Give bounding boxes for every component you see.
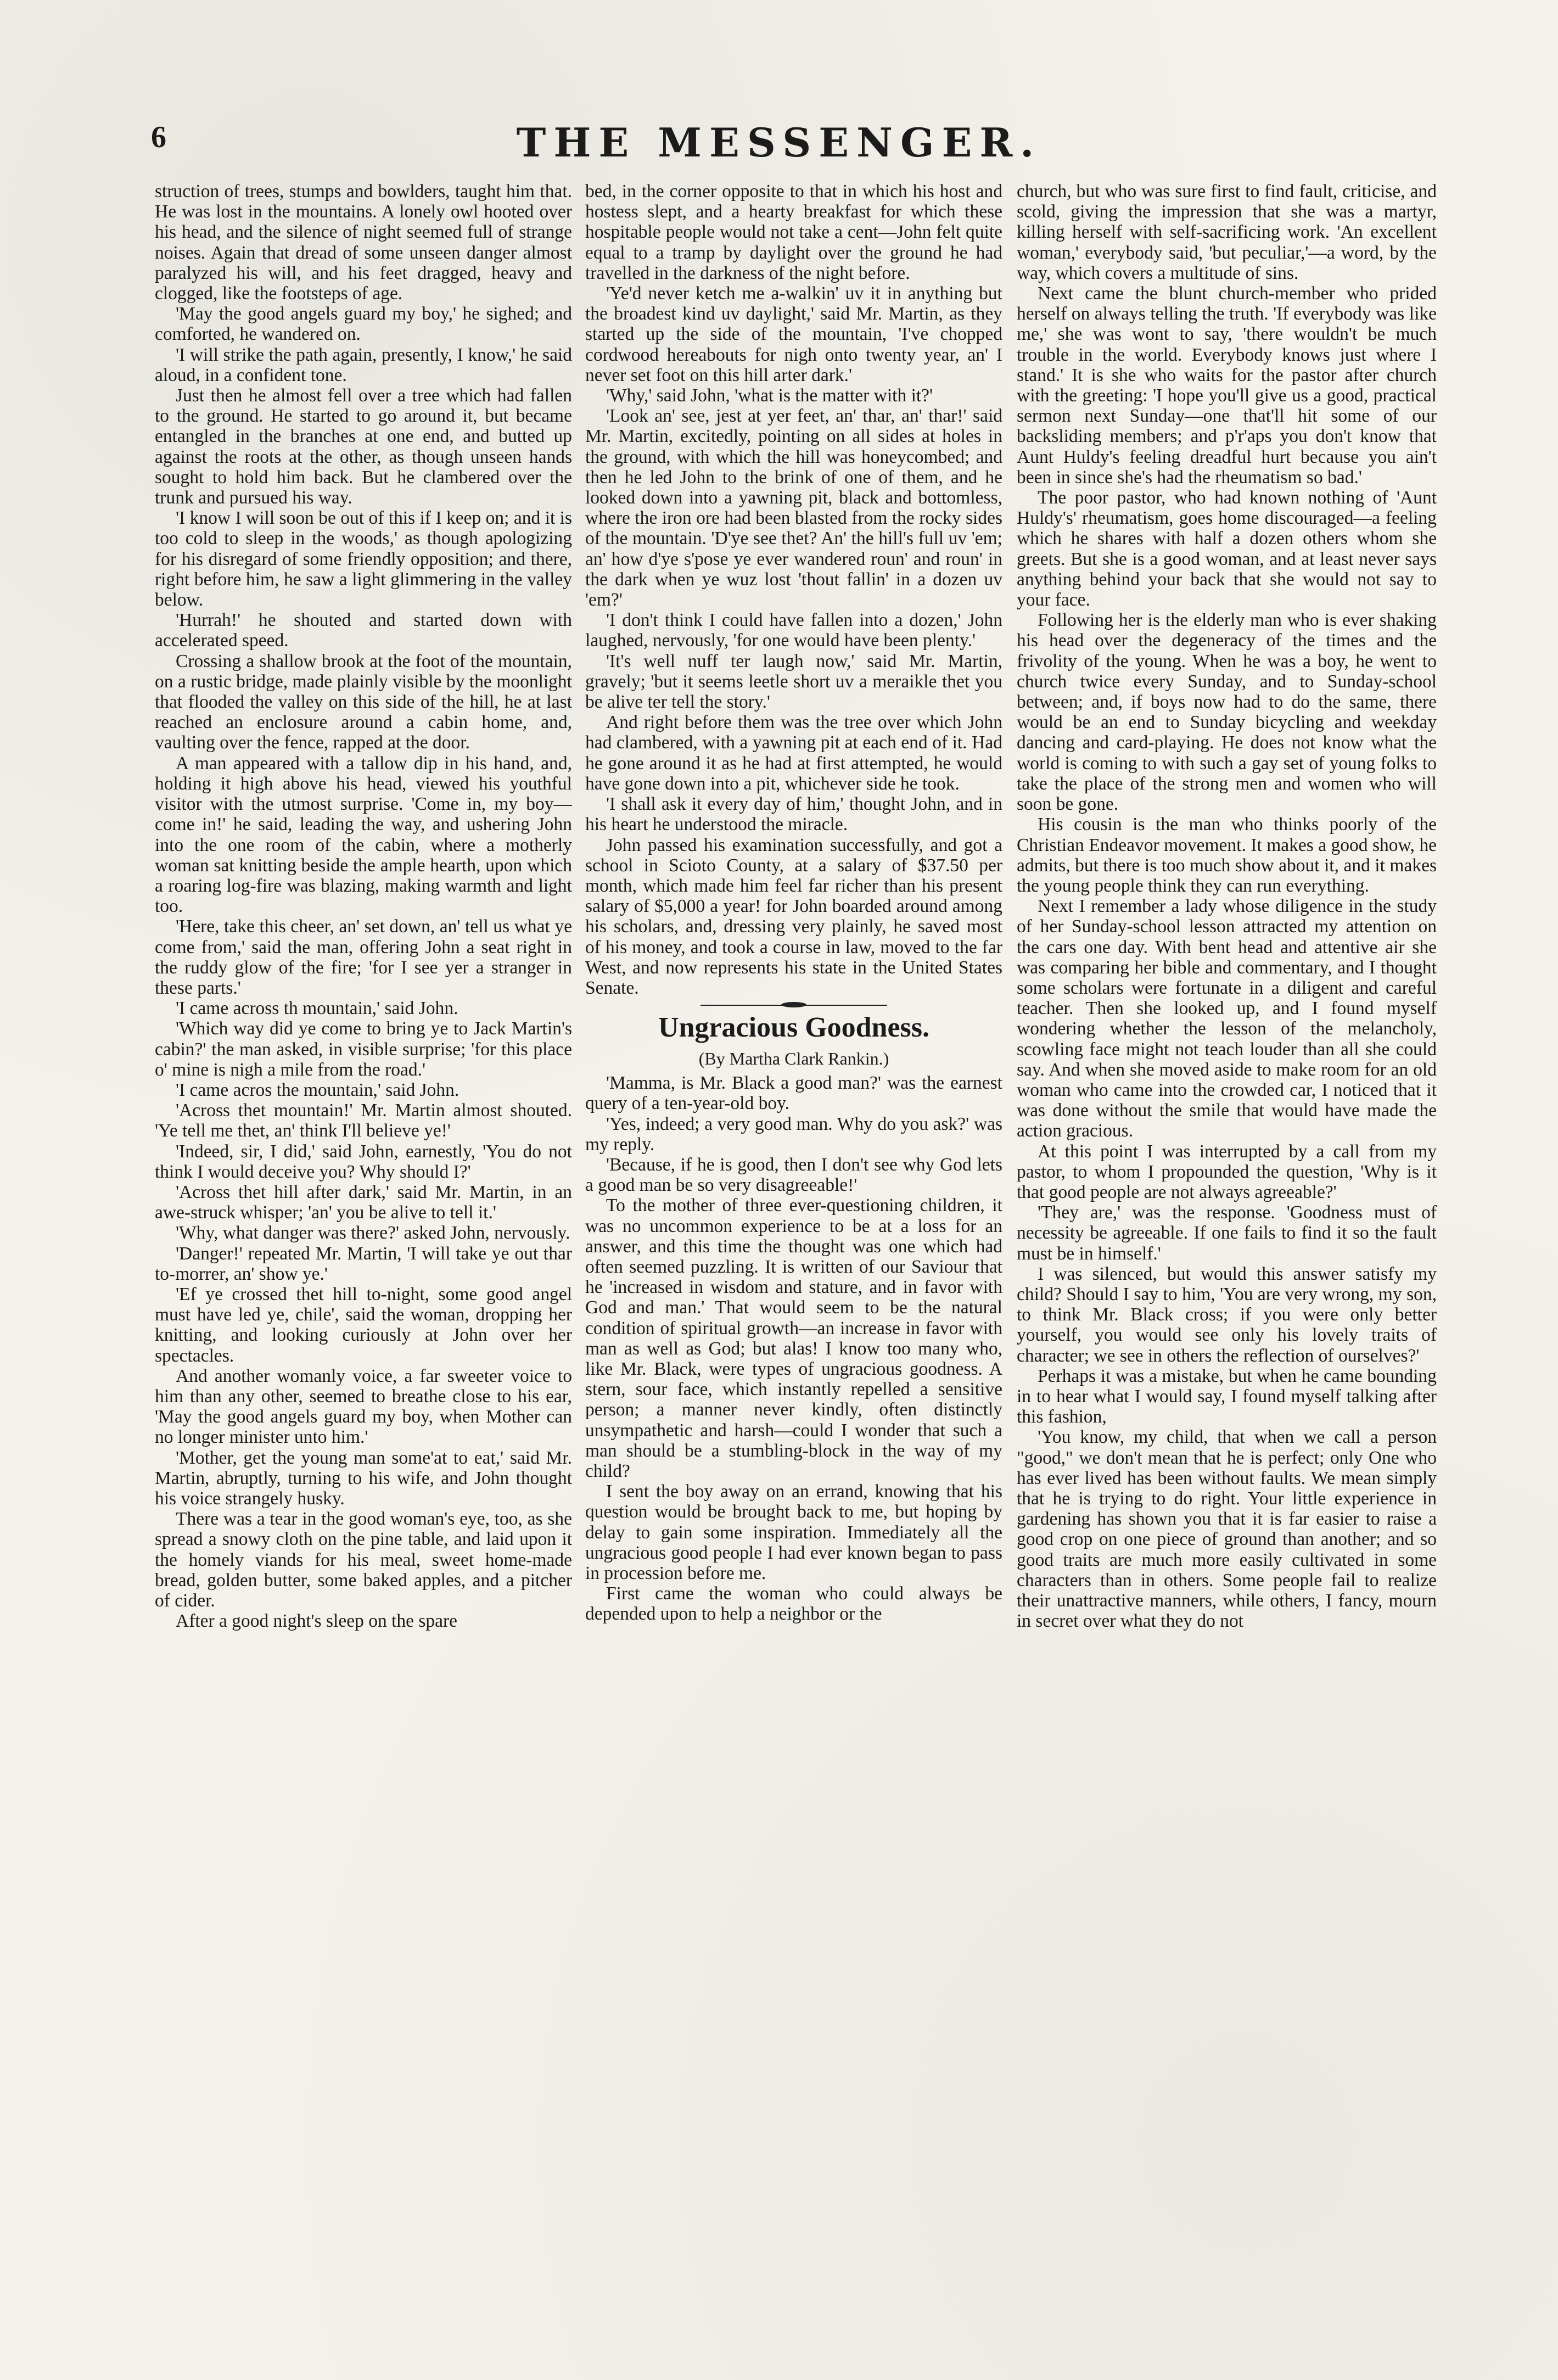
masthead-title: THE MESSENGER. [516, 119, 1042, 166]
paragraph: Next came the blunt church-member who prided herself on always telling the truth. 'If everybody was like me,' she was wont to say, 'there wouldn't be much trouble in the world. Everybody knows just where I stand.' It is she who waits for the pastor after church with the greeting: 'I hope you'll give us a good, practical sermon next Sunday—one that'll hit some of our backsliding members; and p'r'aps you don't know that Aunt Huldy's feeling dreadful hurt because you ain't been in since she's had the rheumatism so bad.' [1017, 283, 1437, 488]
paragraph: 'Danger!' repeated Mr. Martin, 'I will take ye out thar to-morrer, an' show ye.' [155, 1243, 572, 1284]
paragraph: 'Look an' see, jest at yer feet, an' thar, an' thar!' said Mr. Martin, excitedly, pointing on all sides at holes in the ground, with which the hill was honeycombed; and then he led John to the brink of one of them, and he looked down into a yawning pit, black and bottomless, where the iron ore had been blasted from the rocky sides of the mountain. 'D'ye see thet? An' the hill's full uv 'em; an' how d'ye s'pose ye ever wandered roun' and roun' in the dark when ye wuz lost 'thout fallin' in a dozen uv 'em?' [585, 406, 1002, 611]
paragraph: 'I will strike the path again, presently, I know,' he said aloud, in a confident tone. [155, 344, 572, 385]
paragraph: 'I came across th mountain,' said John. [176, 998, 458, 1019]
paragraph: To the mother of three ever-questioning children, it was no uncommon experience to be at a loss for an answer, and this time the thought was one which had often seemed puzzling. It is written of our Saviour that he 'increased in wisdom and stature, and in favor with God and man.' That would seem to be the natural condition of spiritual growth—an increase in favor with man as well as God; but alas! I know too many who, like Mr. Black, were types of ungracious goodness. A stern, sour face, which instantly repelled a sensitive person; a manner never kindly, often distinctly unsympathetic and harsh—could I wonder that such a man should be a stumbling-block in the way of my child? [585, 1195, 1002, 1481]
paragraph: I was silenced, but would this answer satisfy my child? Should I say to him, 'You are very wrong, my son, to think Mr. Black cross; if you were only better yourself, you would see only his lovely traits of character; we see in others the reflection of ourselves?' [1017, 1263, 1437, 1366]
paragraph: church, but who was sure first to find fault, criticise, and scold, giving the impression that she was a martyr, killing herself with self-sacrificing work. 'An excellent woman,' everybody said, 'but peculiar,'—a word, by the way, which covers a multitude of sins. [1017, 181, 1437, 283]
paragraph: First came the woman who could always be depended upon to help a neighbor or the [585, 1583, 1002, 1625]
paragraph: Following her is the elderly man who is ever shaking his head over the degeneracy of the times and the frivolity of the young. When he was a boy, he went to church twice every Sunday, and to Sunday-school between; and, if boys now had to do the same, there would be an end to Sunday bicycling and weekday dancing and card-playing. He does not know what the world is coming to with such a gay set of young folks to take the place of the strong men and women who will soon be gone. [1017, 610, 1437, 815]
paragraph: 'I came acros the mountain,' said John. [176, 1079, 459, 1100]
paragraph: 'You know, my child, that when we call a person "good," we don't mean that he is perfect; only One who has ever lived has been without faults. We mean simply that he is trying to do right. Your little experience in gardening has shown you that it is far easier to raise a good crop on one piece of ground than another; and so good traits are much more easily cultivated in some characters than in others. Some people fail to realize their unattractive manners, while others, I fancy, mourn in secret over what they do not [1017, 1427, 1437, 1632]
paragraph: 'Which way did ye come to bring ye to Jack Martin's cabin?' the man asked, in visible surprise; 'for this place o' mine is nigh a mile from the road.' [155, 1018, 572, 1080]
paragraph: 'It's well nuff ter laugh now,' said Mr. Martin, gravely; 'but it seems leetle short uv a meraikle thet you be alive ter tell the story.' [585, 651, 1002, 713]
paragraph: struction of trees, stumps and bowlders, taught him that. He was lost in the mountains. A lonely owl hooted over his head, and the silence of night seemed full of strange noises. Again that dread of some unseen danger almost paralyzed his will, and his feet dragged, heavy and clogged, like the footsteps of age. [155, 181, 572, 304]
paragraph: 'Indeed, sir, I did,' said John, earnestly, 'You do not think I would deceive you? Why should I?' [155, 1141, 572, 1182]
article-byline: (By Martha Clark Rankin.) [698, 1049, 889, 1069]
paragraph: 'They are,' was the response. 'Goodness must of necessity be agreeable. If one fails to find it so the fault must be in himself.' [1017, 1202, 1437, 1264]
column-1 [155, 181, 572, 2355]
paragraph: 'Mother, get the young man some'at to eat,' said Mr. Martin, abruptly, turning to his wife, and John thought his voice strangely husky. [155, 1447, 572, 1509]
paragraph: His cousin is the man who thinks poorly of the Christian Endeavor movement. It makes a good show, he admits, but there is too much show about it, and it makes the young people think they can run everything. [1017, 814, 1437, 896]
paragraph: 'Why,' said John, 'what is the matter with it?' [606, 385, 933, 406]
paragraph: 'Across thet hill after dark,' said Mr. Martin, in an awe-struck whisper; 'an' you be alive to tell it.' [155, 1181, 572, 1223]
article-title: Ungracious Goodness. [658, 1012, 930, 1044]
paragraph: Just then he almost fell over a tree which had fallen to the ground. He started to go around it, but became entangled in the branches at one end, and butted up against the roots at the other, as though unseen hands sought to hold him back. But he clambered over the trunk and pursued his way. [155, 385, 572, 508]
paragraph: 'I know I will soon be out of this if I keep on; and it is too cold to sleep in the woods,' as though apologizing for his disregard of some friendly opposition; and there, right before him, he saw a light glimmering in the valley below. [155, 508, 572, 611]
paragraph: 'May the good angels guard my boy,' he sighed; and comforted, he wandered on. [155, 304, 572, 345]
paragraph: 'I don't think I could have fallen into a dozen,' John laughed, nervously, 'for one would have been plenty.' [585, 610, 1002, 651]
paragraph: After a good night's sleep on the spare [176, 1611, 458, 1632]
column-3 [1017, 181, 1437, 2355]
column-2 [585, 181, 1002, 2355]
page-number: 6 [151, 120, 166, 154]
paragraph: A man appeared with a tallow dip in his hand, and, holding it high above his head, viewed his youthful visitor with the utmost surprise. 'Come in, my boy—come in!' he said, leading the way, and ushering John into the one room of the cabin, where a motherly woman sat knitting beside the ample hearth, upon which a roaring log-fire was blazing, making warmth and light too. [155, 753, 572, 917]
paragraph: At this point I was interrupted by a call from my pastor, to whom I propounded the question, 'Why is it that good people are not always agreeable?' [1017, 1141, 1437, 1202]
paragraph: 'Because, if he is good, then I don't see why God lets a good man be so very disagreeable!' [585, 1154, 1002, 1196]
paragraph: 'I shall ask it every day of him,' thought John, and in his heart he understood the miracle. [585, 794, 1002, 835]
paragraph: The poor pastor, who had known nothing of 'Aunt Huldy's' rheumatism, goes home discouraged—a feeling which he shares with half a dozen others whom she greets. But she is a good woman, and at least never says anything behind your back that she would not say to your face. [1017, 488, 1437, 611]
paragraph: And another womanly voice, a far sweeter voice to him than any other, seemed to breathe close to his ear, 'May the good angels guard my boy, when Mother can no longer minister unto him.' [155, 1365, 572, 1448]
paragraph: John passed his examination successfully, and got a school in Scioto County, at a salary of $37.50 per month, which made him feel far richer than his present salary of $5,000 a year! for John boarded around among his scholars, and, dressing very plainly, he saved most of his money, and took a course in law, moved to the far West, and now represents his state in the United States Senate. [585, 835, 1002, 998]
paragraph: bed, in the corner opposite to that in which his host and hostess slept, and a hearty breakfast for which these hospitable people would not take a cent—John felt quite equal to a tramp by daylight over the ground he had travelled in the darkness of the night before. [585, 181, 1002, 283]
paragraph: 'Yes, indeed; a very good man. Why do you ask?' was my reply. [585, 1113, 1002, 1155]
paragraph: 'Hurrah!' he shouted and started down with accelerated speed. [155, 610, 572, 651]
paragraph: There was a tear in the good woman's eye, too, as she spread a snowy cloth on the pine table, and laid upon it the homely viands for his meal, sweet home-made bread, golden butter, some baked apples, and a pitcher of cider. [155, 1509, 572, 1611]
paragraph: 'Mamma, is Mr. Black a good man?' was the earnest query of a ten-year-old boy. [585, 1073, 1002, 1114]
article-divider [585, 1001, 1002, 1009]
paragraph: 'Why, what danger was there?' asked John, nervously. [176, 1223, 570, 1244]
paragraph: Next I remember a lady whose diligence in the study of her Sunday-school lesson attracted my attention on the cars one day. With bent head and attentive air she was comparing her bible and commentary, and I thought some scholars were fortunate in a diligent and careful teacher. Then she looked up, and I found myself wondering whether the lesson of the melancholy, scowling face might not teach louder than all she could say. And when she moved aside to make room for an old woman who came into the crowded car, I noticed that it was done without the smile that would have made the action gracious. [1017, 896, 1437, 1141]
paragraph: 'Ef ye crossed thet hill to-night, some good angel must have led ye, chile', said the woman, dropping her knitting, and looking curiously at John over her spectacles. [155, 1284, 572, 1366]
paragraph: I sent the boy away on an errand, knowing that his question would be brought back to me, but hoping by delay to gain some inspiration. Immediately all the ungracious good people I had ever known began to pass in procession before me. [585, 1481, 1002, 1583]
paragraph: Perhaps it was a mistake, but when he came bounding in to hear what I would say, I found myself talking after this fashion, [1017, 1365, 1437, 1427]
paragraph: 'Ye'd never ketch me a-walkin' uv it in anything but the broadest kind uv daylight,' said Mr. Martin, as they started up the side of the mountain, 'I've chopped cordwood hereabouts for nigh onto twenty year, an' I never set foot on this hill arter dark.' [585, 283, 1002, 385]
paragraph: And right before them was the tree over which John had clambered, with a yawning pit at each end of it. Had he gone around it as he had at first attempted, he would have gone down into a pit, whichever side he took. [585, 712, 1002, 794]
paragraph: 'Here, take this cheer, an' set down, an' tell us what ye come from,' said the man, offering John a seat right in the ruddy glow of the fire; 'for I see yer a stranger in these parts.' [155, 916, 572, 998]
paragraph: 'Across thet mountain!' Mr. Martin almost shouted. 'Ye tell me thet, an' think I'll believe ye!' [155, 1100, 572, 1141]
paragraph: Crossing a shallow brook at the foot of the mountain, on a rustic bridge, made plainly visible by the moonlight that flooded the valley on this side of the hill, he at last reached an enclosure around a cabin home, and, vaulting over the fence, rapped at the door. [155, 651, 572, 753]
